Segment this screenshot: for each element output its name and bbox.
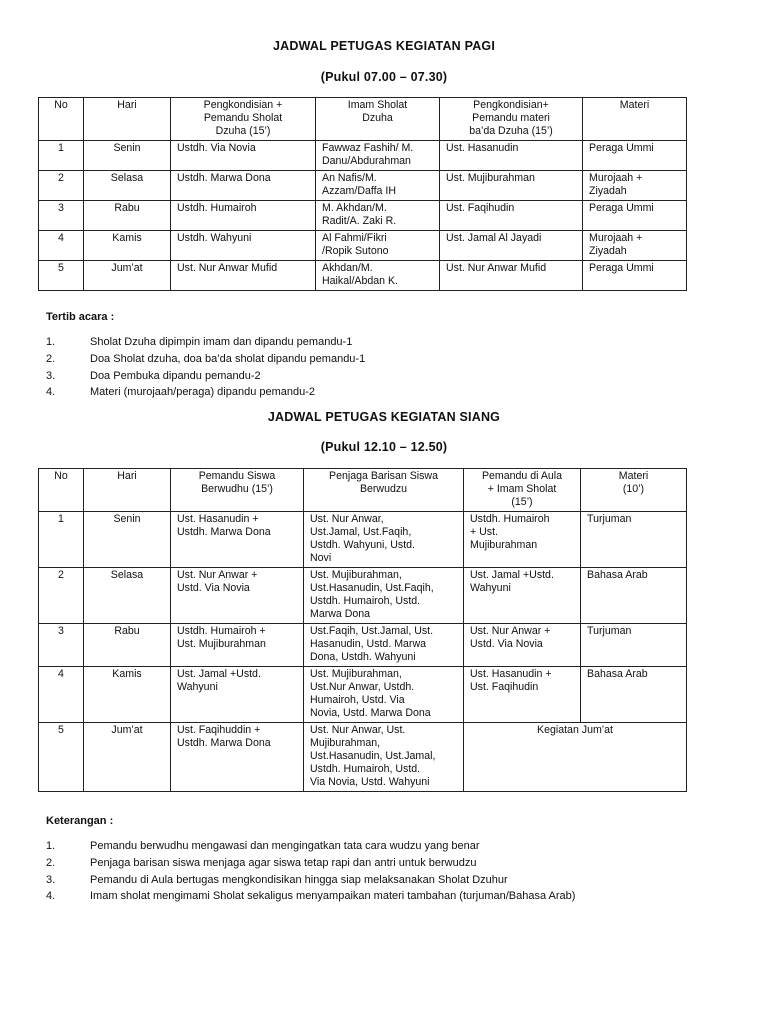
list-item: [46, 838, 575, 855]
table-cell: Ustdh. Humairoh: [171, 201, 316, 231]
table-cell: Bahasa Arab: [581, 568, 687, 624]
list-item: [46, 334, 365, 351]
table-row: [39, 261, 687, 291]
siang-header-row: [39, 469, 687, 512]
column-header: Pengkondisian+ Pemandu materi ba’da Dzuha (15’): [440, 98, 583, 141]
column-header: Hari: [84, 98, 171, 141]
table-cell: Turjuman: [581, 512, 687, 568]
table-cell: Peraga Ummi: [583, 201, 687, 231]
table-cell: Ust. Mujiburahman: [440, 171, 583, 201]
table-row: [39, 512, 687, 568]
table-cell: Ust. Hasanudin + Ustdh. Marwa Dona: [171, 512, 304, 568]
list-text: Doa Sholat dzuha, doa ba’da sholat dipandu pemandu-1: [90, 352, 366, 365]
siang-schedule-table: [38, 468, 687, 792]
list-number: 2.: [46, 856, 56, 869]
row-number: 3: [39, 201, 84, 231]
table-cell: Ust. Nur Anwar, Ust. Mujiburahman, Ust.Hasanudin, Ust.Jamal, Ustdh. Humairoh, Ustd. Via Novia, Ustd. Wahyuni: [304, 723, 464, 792]
table-cell: Ust. Nur Anwar Mufid: [440, 261, 583, 291]
row-number: 3: [39, 624, 84, 667]
table-row: [39, 141, 687, 171]
table-cell: Murojaah + Ziyadah: [583, 171, 687, 201]
table-cell: Ust. Jamal Al Jayadi: [440, 231, 583, 261]
day-cell: Selasa: [84, 568, 171, 624]
row-number: 2: [39, 171, 84, 201]
table-cell: Ust. Mujiburahman, Ust.Nur Anwar, Ustdh. Humairoh, Ustd. Via Novia, Ustd. Marwa Dona: [304, 667, 464, 723]
row-number: 1: [39, 512, 84, 568]
table-row: [39, 624, 687, 667]
table-cell: Ustdh. Wahyuni: [171, 231, 316, 261]
table-row: [39, 171, 687, 201]
keterangan-label: Keterangan :: [46, 815, 114, 827]
table-cell: Ust. Faqihudin: [440, 201, 583, 231]
day-cell: Rabu: [84, 624, 171, 667]
table-row: [39, 568, 687, 624]
pagi-time: (Pukul 07.00 – 07.30): [320, 70, 448, 84]
row-number: 1: [39, 141, 84, 171]
table-row: [39, 201, 687, 231]
tertib-label: Tertib acara :: [46, 311, 115, 323]
pagi-header-row: [39, 98, 687, 141]
list-text: Penjaga barisan siswa menjaga agar siswa tetap rapi dan antri untuk berwudzu: [90, 856, 477, 869]
table-cell: Ust. Jamal +Ustd. Wahyuni: [464, 568, 581, 624]
list-item: [46, 872, 575, 889]
table-cell: Akhdan/M. Haikal/Abdan K.: [316, 261, 440, 291]
column-header: Imam Sholat Dzuha: [316, 98, 440, 141]
day-cell: Senin: [84, 512, 171, 568]
row-number: 4: [39, 667, 84, 723]
siang-time: (Pukul 12.10 – 12.50): [320, 440, 448, 454]
table-cell: Ust.Faqih, Ust.Jamal, Ust. Hasanudin, Ustd. Marwa Dona, Ustdh. Wahyuni: [304, 624, 464, 667]
day-cell: Jum’at: [84, 723, 171, 792]
list-item: [46, 351, 365, 368]
column-header: Hari: [84, 469, 171, 512]
list-number: 4.: [46, 890, 56, 903]
day-cell: Kamis: [84, 231, 171, 261]
row-number: 5: [39, 723, 84, 792]
list-item: [46, 368, 365, 385]
table-cell: Ustdh. Humairoh + Ust. Mujiburahman: [171, 624, 304, 667]
pagi-schedule-table: [38, 97, 687, 291]
list-number: 3.: [46, 873, 56, 886]
list-text: Pemandu di Aula bertugas mengkondisikan hingga siap melaksanakan Sholat Dzuhur: [90, 873, 508, 886]
list-text: Sholat Dzuha dipimpin imam dan dipandu pemandu-1: [90, 336, 353, 348]
table-cell: Bahasa Arab: [581, 667, 687, 723]
column-header: No: [39, 98, 84, 141]
row-number: 4: [39, 231, 84, 261]
column-header: Materi (10’): [581, 469, 687, 512]
day-cell: Senin: [84, 141, 171, 171]
table-cell: Al Fahmi/Fikri /Ropik Sutono: [316, 231, 440, 261]
table-cell: An Nafis/M. Azzam/Daffa IH: [316, 171, 440, 201]
column-header: Penjaga Barisan Siswa Berwudzu: [304, 469, 464, 512]
siang-title: JADWAL PETUGAS KEGIATAN SIANG: [267, 410, 501, 424]
column-header: Materi: [583, 98, 687, 141]
column-header: Pemandu Siswa Berwudhu (15’): [171, 469, 304, 512]
list-number: 1.: [46, 840, 56, 852]
table-cell: Ust. Hasanudin: [440, 141, 583, 171]
list-text: Doa Pembuka dipandu pemandu-2: [90, 369, 261, 382]
table-cell: Ust. Hasanudin + Ust. Faqihudin: [464, 667, 581, 723]
table-cell: Ust. Jamal +Ustd. Wahyuni: [171, 667, 304, 723]
table-cell: Ust. Nur Anwar Mufid: [171, 261, 316, 291]
list-number: 2.: [46, 352, 56, 365]
column-header: No: [39, 469, 84, 512]
table-row: [39, 231, 687, 261]
table-cell: Ustdh. Humairoh + Ust. Mujiburahman: [464, 512, 581, 568]
column-header: Pemandu di Aula + Imam Sholat (15’): [464, 469, 581, 512]
row-number: 2: [39, 568, 84, 624]
day-cell: Jum’at: [84, 261, 171, 291]
table-cell: Murojaah + Ziyadah: [583, 231, 687, 261]
list-item: [46, 888, 575, 905]
tertib-list: [46, 334, 365, 401]
pagi-title: JADWAL PETUGAS KEGIATAN PAGI: [272, 39, 496, 53]
list-number: 1.: [46, 336, 56, 348]
list-item: [46, 384, 365, 401]
table-cell: Peraga Ummi: [583, 141, 687, 171]
table-cell: Ust. Faqihuddin + Ustdh. Marwa Dona: [171, 723, 304, 792]
row-number: 5: [39, 261, 84, 291]
table-cell: M. Akhdan/M. Radit/A. Zaki R.: [316, 201, 440, 231]
table-cell: Ust. Nur Anwar, Ust.Jamal, Ust.Faqih, Ustdh. Wahyuni, Ustd. Novi: [304, 512, 464, 568]
table-cell: Fawwaz Fashih/ M. Danu/Abdurahman: [316, 141, 440, 171]
table-cell: Ust. Nur Anwar + Ustd. Via Novia: [171, 568, 304, 624]
keterangan-list: [46, 838, 575, 905]
list-item: [46, 855, 575, 872]
table-cell: Ust. Mujiburahman, Ust.Hasanudin, Ust.Faqih, Ustdh. Humairoh, Ustd. Marwa Dona: [304, 568, 464, 624]
table-cell: Ust. Nur Anwar + Ustd. Via Novia: [464, 624, 581, 667]
table-cell: Ustdh. Via Novia: [171, 141, 316, 171]
day-cell: Rabu: [84, 201, 171, 231]
table-cell: Peraga Ummi: [583, 261, 687, 291]
table-cell: Kegiatan Jum’at: [464, 723, 687, 792]
table-row: [39, 667, 687, 723]
day-cell: Kamis: [84, 667, 171, 723]
list-text: Pemandu berwudhu mengawasi dan mengingatkan tata cara wudzu yang benar: [90, 840, 480, 852]
list-number: 4.: [46, 386, 56, 399]
column-header: Pengkondisian + Pemandu Sholat Dzuha (15’): [171, 98, 316, 141]
table-cell: Ustdh. Marwa Dona: [171, 171, 316, 201]
table-row: [39, 723, 687, 792]
table-cell: Turjuman: [581, 624, 687, 667]
list-number: 3.: [46, 369, 56, 382]
list-text: Materi (murojaah/peraga) dipandu pemandu-2: [90, 386, 316, 399]
day-cell: Selasa: [84, 171, 171, 201]
list-text: Imam sholat mengimami Sholat sekaligus menyampaikan materi tambahan (turjuman/Bahasa Arab): [90, 890, 576, 903]
